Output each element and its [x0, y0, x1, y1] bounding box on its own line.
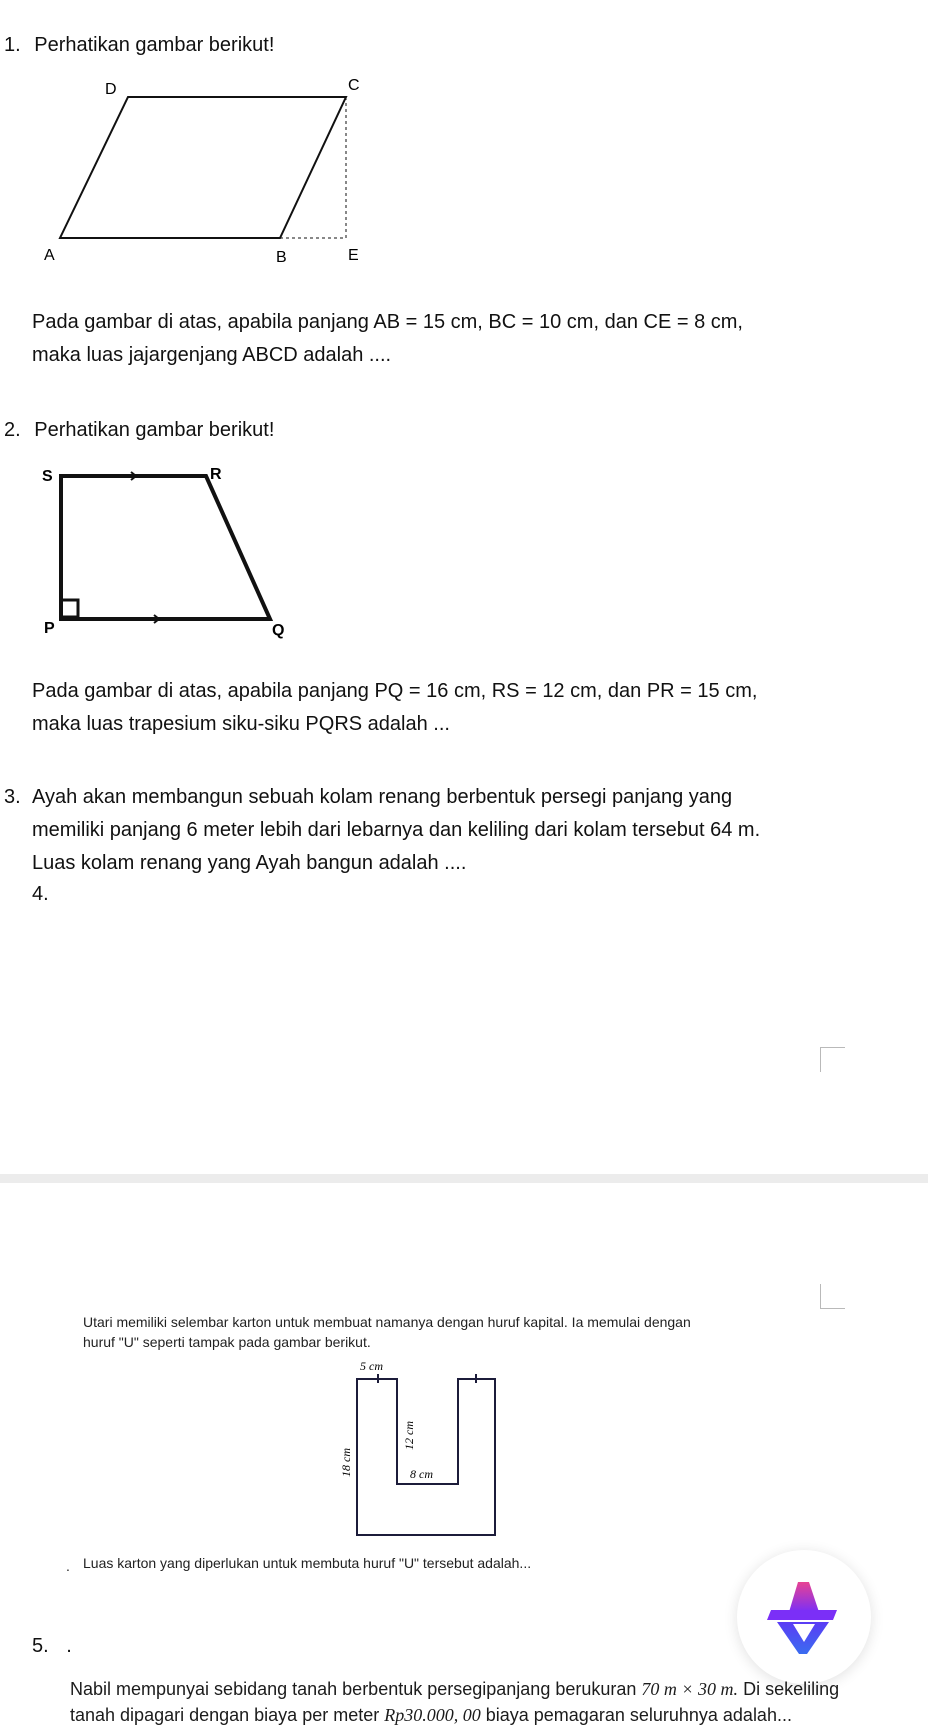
q5-text [70, 1676, 870, 1728]
q5-line1-math: 70 m × 30 m. [641, 1679, 739, 1699]
q5-line2-a: tanah dipagari dengan biaya per meter [70, 1705, 380, 1725]
q2-header [4, 417, 274, 443]
q4-intro-line1: Utari memiliki selembar karton untuk membuat namanya dengan huruf kapital. Ia memulai dengan [83, 1314, 691, 1330]
q1-text [32, 306, 822, 372]
label-r: R [210, 466, 222, 483]
label-s: S [42, 468, 53, 485]
q3-line2: memiliki panjang 6 meter lebih dari lebarnya dan keliling dari kolam tersebut 64 m. [32, 819, 761, 841]
q4-intro-line2: huruf "U" seperti tampak pada gambar berikut. [83, 1334, 371, 1350]
q5-line1-a: Nabil mempunyai sebidang tanah berbentuk persegipanjang berukuran [70, 1679, 637, 1699]
q3 [4, 781, 820, 880]
q1-title: Perhatikan gambar berikut! [34, 34, 275, 56]
parallelogram-abcd [60, 97, 346, 238]
q2-text-line2: maka luas trapesium siku-siku PQRS adalah ... [32, 713, 450, 735]
label-e: E [348, 247, 359, 264]
label-d: D [105, 81, 117, 98]
label-q: Q [272, 622, 285, 639]
q2-text-line1: Pada gambar di atas, apabila panjang PQ = 16 cm, RS = 12 cm, dan PR = 15 cm, [32, 680, 758, 702]
q5-number: 5. [32, 1635, 49, 1657]
q5-header [32, 1633, 72, 1659]
q5-line2 [70, 1702, 870, 1728]
q5-dot: . [66, 1635, 72, 1657]
q1-text-line2: maka luas jajargenjang ABCD adalah .... [32, 344, 392, 366]
dim-top-label: 5 cm [360, 1359, 383, 1373]
q4-intro [83, 1312, 783, 1352]
dim-inner-label: 12 cm [402, 1421, 416, 1450]
q4-question-marker: . [66, 1558, 70, 1574]
q5-line1-b: Di sekeliling [743, 1679, 840, 1699]
q5-line2-math: Rp30.000, 00 [384, 1705, 481, 1725]
dim-bottom-label: 8 cm [410, 1467, 433, 1481]
q1-number: 1. [4, 34, 21, 56]
right-angle-marker [61, 600, 78, 617]
page-divider [0, 1174, 928, 1183]
q2-trapezoid-figure [30, 455, 310, 645]
q4-number: 4. [32, 883, 49, 905]
q2-text [32, 675, 822, 741]
label-p: P [44, 620, 55, 637]
q2-number: 2. [4, 419, 21, 441]
assistant-button[interactable] [737, 1550, 871, 1684]
selection-corner-top [820, 1047, 845, 1072]
q1-text-line1: Pada gambar di atas, apabila panjang AB = 15 cm, BC = 10 cm, dan CE = 8 cm, [32, 311, 743, 333]
label-b: B [276, 249, 287, 266]
q5-line1 [70, 1676, 870, 1702]
letter-u-shape [357, 1379, 495, 1535]
q3-line3: Luas kolam renang yang Ayah bangun adalah .... [32, 852, 467, 874]
q1-parallelogram-figure [30, 70, 370, 270]
label-c: C [348, 77, 360, 94]
q3-line1: Ayah akan membangun sebuah kolam renang berbentuk persegi panjang yang [32, 786, 733, 808]
q3-number: 3. [4, 786, 21, 808]
trapezoid-pqrs [61, 476, 270, 619]
q5-line2-b: biaya pemagaran seluruhnya adalah... [485, 1705, 792, 1725]
selection-corner-bottom [820, 1284, 845, 1309]
q2-title: Perhatikan gambar berikut! [34, 419, 275, 441]
q4-question: Luas karton yang diperlukan untuk membuta huruf "U" tersebut adalah... [83, 1555, 532, 1571]
sparkle-logo-icon [737, 1550, 871, 1684]
q1-header [4, 32, 274, 58]
label-a: A [44, 247, 55, 264]
q4-letter-u-figure [330, 1352, 510, 1537]
dim-left-label: 18 cm [339, 1448, 353, 1477]
